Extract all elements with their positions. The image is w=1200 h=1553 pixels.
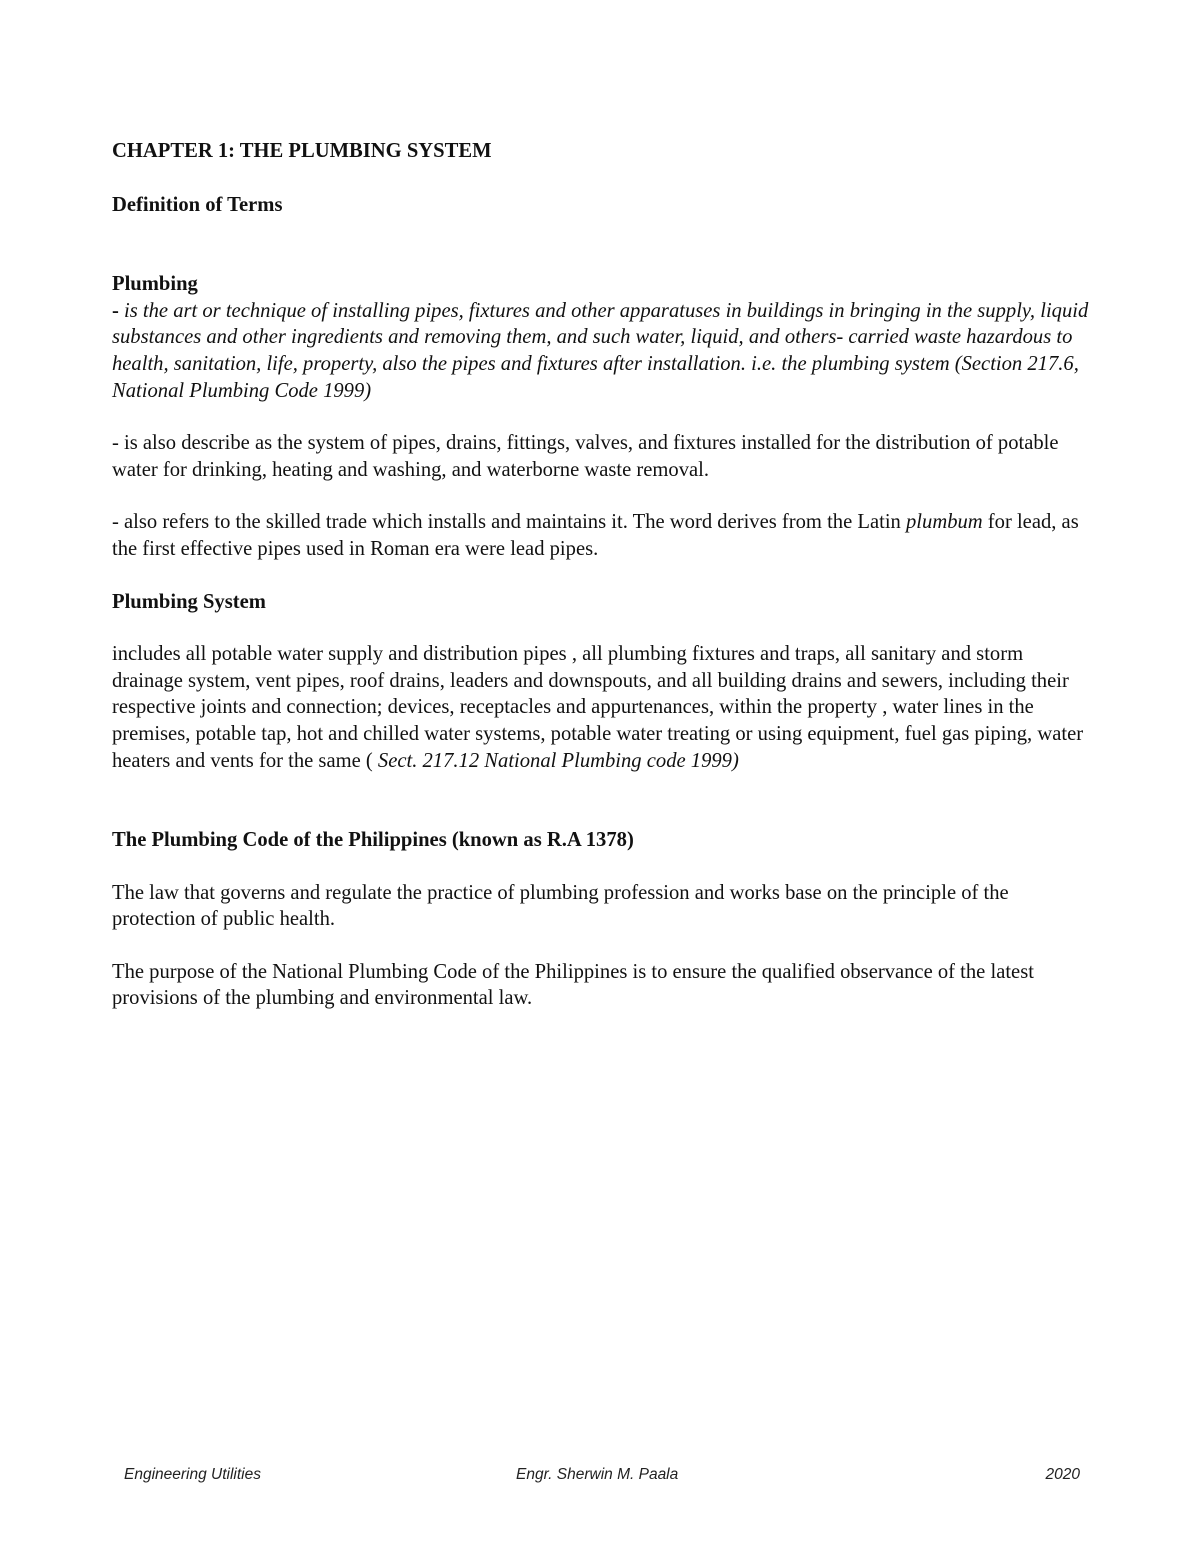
plumbing-code-heading: The Plumbing Code of the Philippines (known as R.A 1378) (112, 829, 634, 852)
plumbing-definition-1-text: is the art or technique of installing pipes, fixtures and other apparatuses in buildings in bringing in the supply, liquid substances and other ingredients and removing them, and such water, liquid, and others- carried waste hazardous to health, sanitation, life, property, also the pipes and fixtures after installation. i.e. the plumbing system (Section 217.6, National Plumbing Code 1999) (112, 299, 1089, 402)
latin-word: plumbum (906, 511, 983, 534)
plumbing-code-paragraph-1: The law that governs and regulate the practice of plumbing profession and works base on the principle of the protection of public health. (112, 881, 1009, 931)
plumbing-definition-1 (112, 298, 1092, 404)
plumbing-system-body: includes all potable water supply and distribution pipes , all plumbing fixtures and traps, all sanitary and storm drainage system, vent pipes, roof drains, leaders and downspouts, and all building drains and sewers, including their respective joints and connection; devices, receptacles and appurtenances, within the property , water lines in the premises, potable tap, hot and chilled water systems, potable water treating or using equipment, fuel gas piping, water heaters and vents for the same ( (112, 643, 1084, 772)
plumbing-definition-2: - is also describe as the system of pipes, drains, fittings, valves, and fixtures installed for the distribution of potable water for drinking, heating and washing, and waterborne waste removal. (112, 432, 1059, 481)
plumbing-definition-3-pre: - also refers to the skilled trade which installs and maintains it. The word derives from the Latin (112, 511, 906, 534)
definition-heading: Definition of Terms (112, 193, 283, 216)
plumbing-definition-3-post: for lead, as the first effective pipes used in Roman era were lead pipes. (112, 511, 1079, 560)
footer-author: Engr. Sherwin M. Paala (516, 1466, 679, 1483)
plumbing-system-citation: Sect. 217.12 National Plumbing code 1999) (377, 749, 739, 772)
plumbing-definition-3 (112, 509, 1092, 562)
footer-course: Engineering Utilities (124, 1466, 261, 1483)
dash-marker: - (112, 299, 119, 322)
plumbing-system-text (112, 641, 1092, 774)
plumbing-system-heading: Plumbing System (112, 590, 266, 613)
plumbing-code-paragraph-2: The purpose of the National Plumbing Code of the Philippines is to ensure the qualified observance of the latest provisions of the plumbing and environmental law. (112, 960, 1034, 1010)
plumbing-heading: Plumbing (112, 273, 198, 296)
chapter-title: CHAPTER 1: THE PLUMBING SYSTEM (112, 140, 492, 162)
document-body (112, 138, 1092, 1012)
footer-year: 2020 (1045, 1466, 1080, 1483)
